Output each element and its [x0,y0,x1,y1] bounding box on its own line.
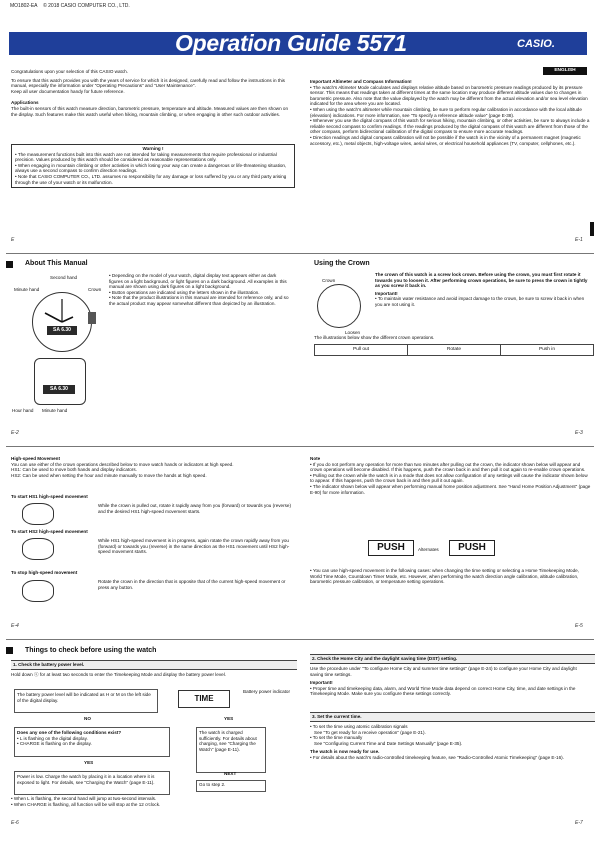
flow-box-4: Power is low. Charge the watch by placing it in a location where it is exposed to light. For details, see "Charging the Watch" (page E-11). [14,771,170,795]
page-number: E [11,237,15,243]
page-number: E-4 [11,623,19,629]
label-crown: Crown [88,287,102,292]
step3-heading: 3. Set the current time. [310,712,595,722]
label-hour-hand: Hour hand [12,408,34,413]
section-marker [6,261,13,268]
copyright: © 2018 CASIO COMPUTER CO., LTD. [43,3,130,9]
loosen-label: Loosen [345,330,361,335]
crown-rotate-icon [22,503,54,525]
alternates-label: Alternates [418,547,439,552]
things-heading: Things to check before using the watch [25,647,157,654]
page-number: E-1 [575,237,583,243]
time-lcd: TIME [178,690,230,708]
divider [6,639,594,640]
page-number: E-6 [11,820,19,826]
illus-caption: The illustrations below show the different crown operations. [314,335,435,340]
page-number: E-3 [575,430,583,436]
page-number: E-5 [575,623,583,629]
divider [6,253,594,254]
step1-heading: 1. Check the battery power level. [11,660,297,670]
step2-heading: 2. Check the Home City and the daylight saving time (DST) setting. [310,654,595,664]
crown-rotate-icon [22,538,54,560]
note-section: Note • If you do not perform any operation for more than two minutes after pulling out the crown, the indicator shown below will appear and crown operations will become disabled. If this happens, push the crown back in and then pull it out again to re-enable crown operations. • Pulling out the crown while the watch is in a mode that does not allow configuration of any settings will cause the indicator shown below to appear. If this happens, push the crown back in and then pull it out again. • The indicator shown below will appear when performing manual home position adjustment. See "Hand Home Position Adjustment" (page E-90) for more information. [310,456,591,495]
page-title: Operation Guide 5571 [175,30,407,56]
high-speed-section: High-speed Movement You can use either of the crown operations described below to move watch hands or indicators at high speed. HS1: Can be used to move both hands and display indicators. HS2: Can be used when setting the hour and minute manually to move the hands at high speed. [11,456,234,478]
step1-text: Hold down ⓐ for at least two seconds to enter the Timekeeping Mode and display the battery power level. [11,672,227,677]
crown-label: Crown [322,278,336,283]
crown-icon [88,312,96,324]
brand-logo: CASIO. [517,38,555,50]
watch-hands [33,293,91,351]
label-second-hand: Second hand [50,275,78,280]
step3-section: • To set the time using atomic calibration signals See "To get ready for a receive operation" (page E-21). • To set the time manually See "Configuring Current Time and Date Settings Manually" (page E-35). The watch is now ready for use. • For details about the watch's radio-controlled timekeeping feature, see "Radio-Controlled Atomic Timekeeping" (page E-16). [310,724,564,760]
page-number: E-7 [575,820,583,826]
no-label: NO [84,716,91,721]
model-code: MO1802-EA © 2018 CASIO COMPUTER CO., LTD. [10,3,130,9]
edge-tab [590,222,594,236]
crown-heading: Using the Crown [314,260,370,267]
goto-step2: Go to step 2. [196,780,266,792]
divider [6,446,594,447]
watch-lcd: SA 6.30 [47,326,77,335]
page-number: E-2 [11,430,19,436]
flow-footnotes: • When L is flashing, the second hand will jump at two-second intervals. • When CHARGE is flashing, all function will be will stop at the 12 o'clock. [11,796,161,807]
stop-text: Rotate the crown in the direction that is opposite that of the current high-speed movement or press any button. [98,579,286,590]
step2-section: Use the procedure under "To configure Home City and summer time settings" (page E-24) to configure your Home City and daylight saving time settings. Important! • Proper time and timekeeping data, alarm, and World Time Mode data depend on correct Home City, time, and date settings in the Timekeeping Mode. Make sure you configure these settings correctly. [310,666,577,697]
crown-text: The crown of this watch is a screw lock crown. Before using the crown, you must first rotate it towards you to loosen it. After performing crown operations, be sure to press the crown in tightly as you screw it back in. Important! • To maintain water resistance and avoid impact damage to the crown, be sure to screw it back in when you are not using it. [375,272,588,307]
warning-box: Warning ! • The measurement functions built into this watch are not intended for taking measurements that require professional or industrial precision. Values produced by this watch should be considered as reasonable representations only. • When engaging in mountain climbing or other activities in which losing your way can create a dangerous or life-threatening situation, always use a second compass to confirm direction readings. • Note that CASIO COMPUTER CO., LTD. assumes no responsibility for any damage or loss suffered by you or any third party arising through the use of your watch or its malfunction. [11,144,295,188]
op-pull-out: Pull out [315,345,408,355]
about-text: • Depending on the model of your watch, digital display text appears either as dark figures on a light background, or light figures on a dark background. All examples in this manual are shown using dark figures on a light background. • Button operations are indicated using the letters shown in the illustration. • Note that the product illustrations in this manual are intended for reference only, and so the actual product may appear somewhat different than depicted by an illustration. [109,273,289,306]
battery-label: Battery power indicator [243,689,290,694]
intro-text: Congratulations upon your selection of this CASIO watch. To ensure that this watch provides you with the years of service for which it is designed, carefully read and follow the instructions in this manual, especially the information under "Operating Precautions" and "User Maintenance". Keep all user documentation handy for future reference. Applications The built-in sensors of this watch measure direction, barometric pressure, temperature and altitude. Measured values are then shown on the display. Such features make this watch useful when hiking, mountain climbing, or when engaging in other such outdoor activities. [11,69,289,117]
label-minute-hand: Minute hand [14,287,40,292]
op-push-in: Push in [539,347,555,352]
stop-heading: To stop high-speed movement [11,570,78,575]
watch-illustration [32,292,92,352]
language-badge: ENGLISH [543,67,587,75]
hs1-text: While the crown is pulled out, rotate it rapidly away from you (forward) or towards you (reverse) and the desired HS1 high-speed movement starts. [98,503,292,514]
crown-watch-illustration [317,284,361,328]
label-minute-hand-2: Minute hand [42,408,68,413]
section-marker [6,647,13,654]
important-info: Important Altimeter and Compass Information! • The watch's Altimeter Mode calculates and displays relative altitude based on barometric pressure readings produced by its pressure sensor. This means that readings taken at different times at the same location may produce different altitude values due to changes in barometric pressure. Also note that the value displayed by the watch may be different from the actual elevation and/or sea level elevation indicated for the area where you are located. • When using the watch's altimeter while mountain climbing, be sure to perform regular calibration in accordance with the local altitude (elevation) indications. For more information, see "To specify a reference altitude value" (page E-38). • Whenever you use the digital compass of this watch for serious hiking, mountain climbing, or other activities, be sure to always include a reliable second compass to confirm readings. If the readings produced by the digital compass of this watch are different from those of the other compass, perform bidirectional calibration of the digital compass to ensure more accurate readings. • Direction readings and digital compass calibration will not be possible if the watch is in the vicinity of a permanent magnet (magnetic accessory, etc.), metal objects, high-voltage wires, aerial wires, or electrical household appliances (TV, computer, cellphones, etc.). [310,79,590,146]
note-4: • You can use high-speed movement in the following cases: when changing the time setting or selecting a Home Timekeeping Mode, World Time Mode, Countdown Timer Mode, etc. However, when performing the watch direction angle calibration, altitude calibration, barometric pressure calibration, or temperature setting operations. [310,568,579,585]
crown-rotate-icon [22,580,54,602]
flow-box-1: The battery power level will be indicated as H or M on the left side of the digital display. [14,689,158,713]
yes-label: YES [224,716,234,721]
crown-ops-table [314,344,594,356]
push-indicator: PUSH [449,540,495,556]
hs2-heading: To start HS2 high-speed movement [11,529,88,534]
op-rotate: Rotate [408,345,501,355]
flow-box-2: Does any one of the following conditions exist? • L is flashing on the digital display. • CHARGE is flashing on the display. [14,727,170,757]
lcd-close-up: SA 6.30 [34,358,86,405]
warning-heading: Warning ! [142,146,164,151]
push-indicator: PUSH [368,540,414,556]
flow-box-3: The watch is charged sufficiently. For details about charging, see "Charging the Watch" (page E-11). [196,727,266,773]
hs2-text: While HS1 high-speed movement is in progress, again rotate the crown rapidly away from you (forward) or towards you (reverse) in the same direction as the HS1 movement until HS2 high-speed movement starts. [98,538,290,555]
about-heading: About This Manual [25,260,88,267]
hs1-heading: To start HS1 high-speed movement [11,494,88,499]
next-label: NEXT [224,771,237,776]
yes-label-2: YES [84,760,94,765]
